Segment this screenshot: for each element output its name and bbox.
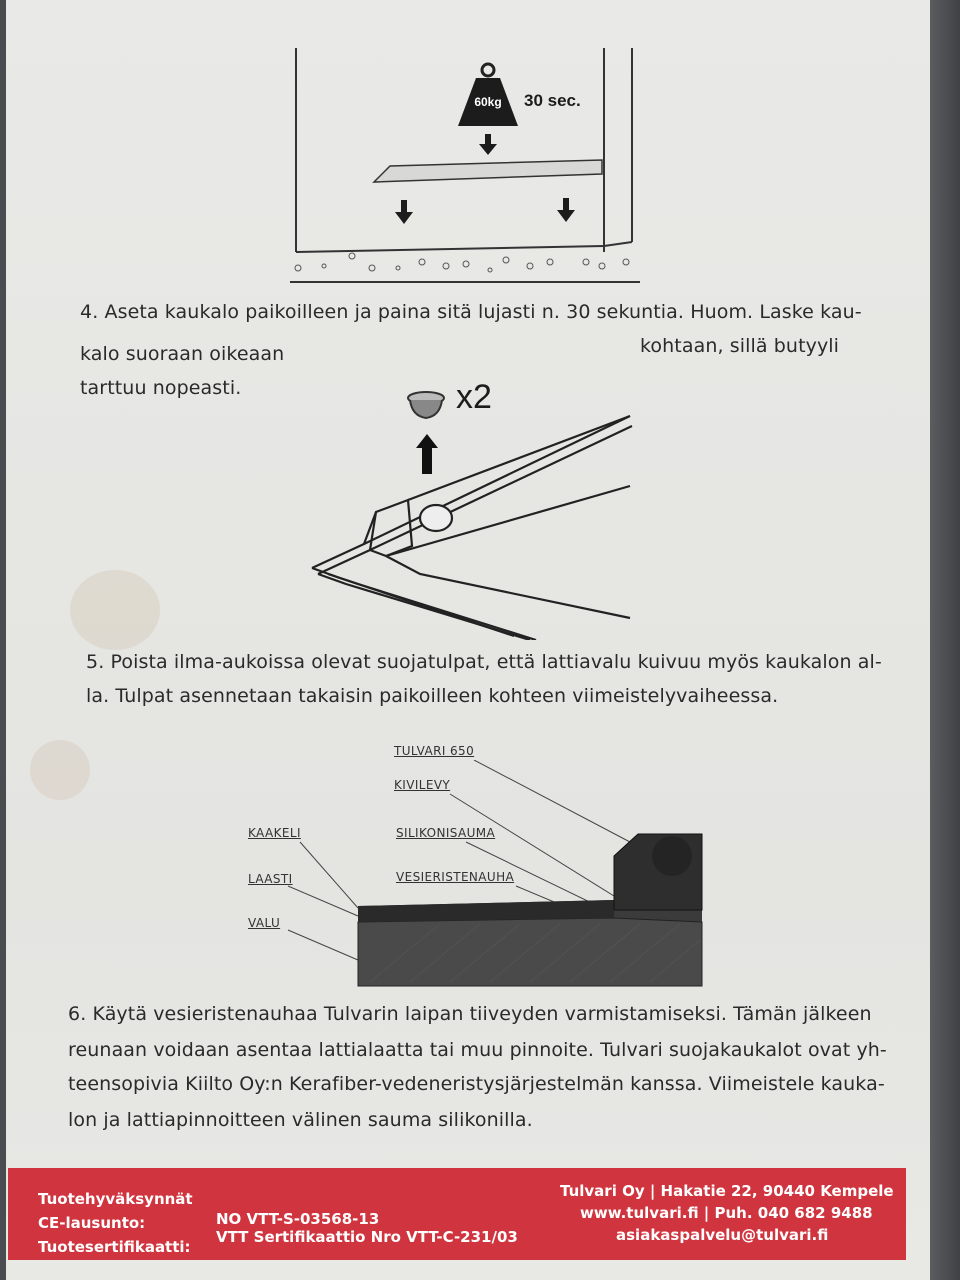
plug-count-label: x2 bbox=[456, 378, 492, 416]
weight-icon bbox=[458, 64, 518, 126]
plug-icon bbox=[408, 392, 444, 418]
footer-banner bbox=[8, 1168, 906, 1260]
time-label: 30 sec. bbox=[524, 91, 581, 110]
label-valu: VALU bbox=[248, 916, 281, 930]
step6-text-line4: lon ja lattiapinnoitteen välinen sauma silikonilla. bbox=[68, 1109, 533, 1131]
step4-text-line1: 4. Aseta kaukalo paikoilleen ja paina sitä lujasti n. 30 sekuntia. Huom. Laske kau- bbox=[80, 301, 862, 323]
step4-text-line2b: kohtaan, sillä butyyli bbox=[640, 335, 840, 357]
paper-stain bbox=[30, 740, 90, 800]
label-tulvari: TULVARI 650 bbox=[394, 744, 475, 758]
up-arrow-icon bbox=[416, 434, 438, 474]
label-silikonisauma: SILIKONISAUMA bbox=[396, 826, 496, 840]
step6-text-line2: reunaan voidaan asentaa lattialaatta tai muu pinnoite. Tulvari suojakaukalot ovat yh- bbox=[68, 1039, 887, 1061]
weight-label: 60kg bbox=[474, 95, 502, 109]
ce-value: NO VTT-S-03568-13 bbox=[216, 1210, 380, 1228]
footer-heading: Tuotehyväksynnät bbox=[38, 1190, 193, 1208]
label-kaakeli: KAAKELI bbox=[248, 826, 301, 840]
label-vesieristenauha: VESIERISTENAUHA bbox=[396, 870, 515, 884]
plug-removal-diagram bbox=[300, 378, 650, 640]
step4-text-line2a: kalo suoraan oikeaan bbox=[80, 343, 285, 365]
step6-text-line1: 6. Käytä vesieristenauhaa Tulvarin laipan tiiveyden varmistamiseksi. Tämän jälkeen bbox=[68, 1003, 872, 1025]
ce-label: CE-lausunto: bbox=[38, 1214, 146, 1232]
press-diagram bbox=[280, 40, 650, 295]
company-address: Tulvari Oy | Hakatie 22, 90440 Kempele bbox=[560, 1182, 894, 1200]
step5-text-line1: 5. Poista ilma-aukoissa olevat suojatulpat, että lattiavalu kuivuu myös kaukalon al- bbox=[86, 651, 882, 673]
step5-text-line2: la. Tulpat asennetaan takaisin paikoilleen kohteen viimeistelyvaiheessa. bbox=[86, 685, 779, 707]
company-web-phone[interactable]: www.tulvari.fi | Puh. 040 682 9488 bbox=[580, 1204, 873, 1222]
label-laasti: LAASTI bbox=[248, 872, 293, 886]
company-email[interactable]: asiakaspalvelu@tulvari.fi bbox=[616, 1226, 829, 1244]
step6-text-line3: teensopivia Kiilto Oy:n Kerafiber-vedeneristysjärjestelmän kanssa. Viimeistele kauka- bbox=[68, 1073, 885, 1095]
label-kivilevy: KIVILEVY bbox=[394, 778, 451, 792]
paper-stain bbox=[70, 570, 160, 650]
background-surface bbox=[930, 0, 960, 1280]
cert-value: VTT Sertifikaattio Nro VTT-C-231/03 bbox=[216, 1228, 518, 1246]
step4-text-line3: tarttuu nopeasti. bbox=[80, 377, 242, 399]
gravel-pattern bbox=[295, 253, 629, 272]
cert-label: Tuotesertifikaatti: bbox=[38, 1238, 191, 1256]
